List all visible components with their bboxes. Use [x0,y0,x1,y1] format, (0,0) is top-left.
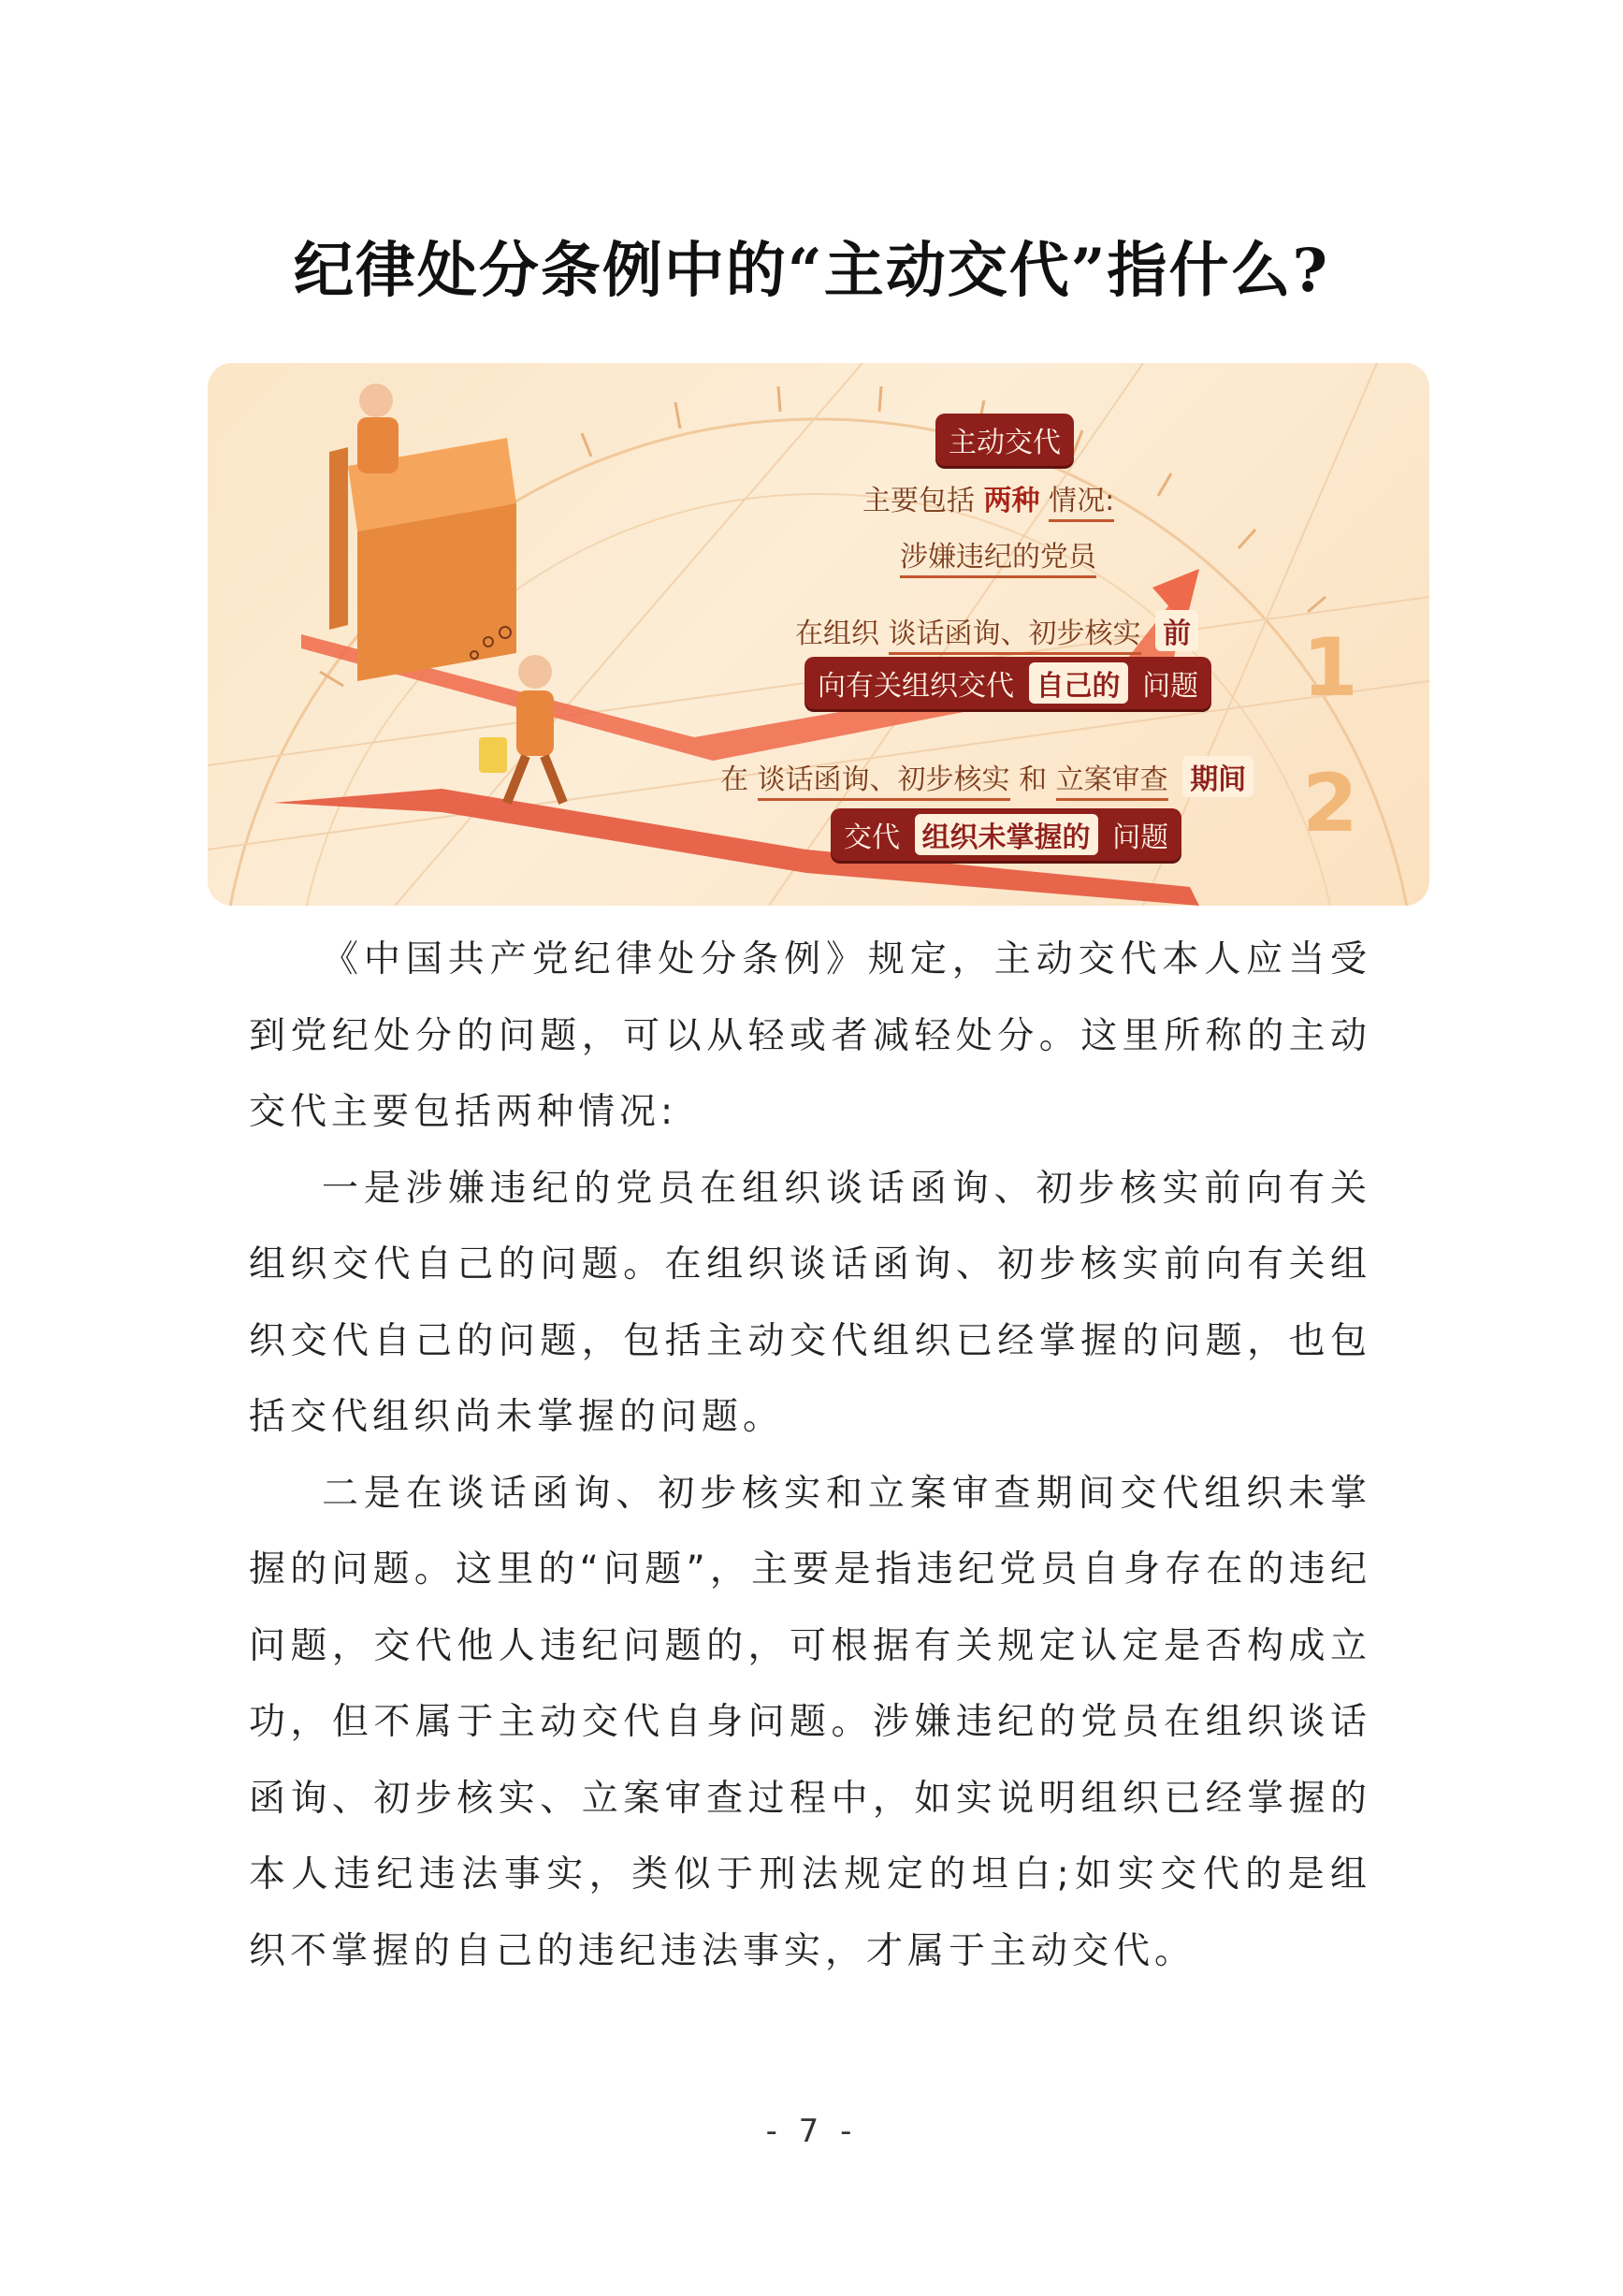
case1-line-b [804,657,1211,709]
illustration-banner [208,363,1429,906]
case-number-2: 2 [1302,757,1358,850]
case2-line-b [831,808,1181,861]
case2-b-prefix: 交代 [844,821,900,854]
banner-line1 [862,477,1114,518]
seated-person-head [359,384,393,417]
case1-a-prefix: 在组织 [795,618,879,650]
case1-b-emphasis: 自己的 [1029,662,1128,704]
banner-heading: 主动交代 [935,414,1074,466]
page-number: - 7 - [765,2113,858,2150]
paragraph-1: 《中国共产党纪律处分条例》规定，主动交代本人应当受到党纪处分的问题，可以从轻或者减轻处分。这里所称的主动交代主要包括两种情况: [249,938,1371,1133]
line1-prefix: 主要包括 [862,485,975,517]
paragraph-3: 二是在谈话函询、初步核实和立案审查期间交代组织未掌握的问题。这里的“问题”，主要是指违纪党员自身存在的违纪问题，交代他人违纪问题的，可根据有关规定认定是否构成立功，但不属于主动交代自身问题。涉嫌违纪的党员在组织谈话函询、初步核实、立案审查过程中，如实说明组织已经掌握的本人违纪违法事实，类似于刑法规定的坦白;如实交代的是组织不掌握的自己的违纪违法事实，才属于主动交代。 [249,1472,1371,1972]
case2-b-suffix: 问题 [1112,821,1169,854]
walking-person-head [518,655,552,689]
chair [329,447,348,630]
line2-text: 涉嫌违纪的党员 [900,541,1096,578]
desk-front [357,503,516,681]
seated-person-body [357,417,399,473]
case2-a-prefix: 在 [720,763,748,796]
case2-b-emphasis: 组织未掌握的 [915,814,1098,855]
paragraph-2: 一是涉嫌违纪的党员在组织谈话函询、初步核实前向有关组织交代自己的问题。在组织谈话函询、初步核实前向有关组织交代自己的问题，包括主动交代组织已经掌握的问题，也包括交代组织尚未掌握的问题。 [249,1167,1371,1438]
case2-a-mid2: 立案审查 [1056,763,1168,801]
article-body [249,922,1371,1989]
case2-a-mid1: 谈话函询、初步核实 [758,763,1010,801]
document-folder-icon [479,737,507,773]
banner-line2 [900,533,1096,574]
line1-emphasis: 两种 [983,485,1040,517]
case2-a-and: 和 [1019,763,1048,796]
case1-b-prefix: 向有关组织交代 [818,670,1014,703]
walking-person-body [516,690,554,756]
case1-b-suffix: 问题 [1142,670,1199,703]
case-number-1: 1 [1302,621,1358,715]
case1-a-emphasis: 前 [1155,610,1198,651]
page-title: 纪律处分条例中的“主动交代”指什么? [293,236,1330,306]
case2-a-emphasis: 期间 [1182,756,1253,797]
case1-line-a [795,610,1204,651]
case1-a-mid: 谈话函询、初步核实 [889,618,1141,655]
line1-suffix: 情况: [1049,485,1114,522]
case2-line-a [720,756,1259,797]
